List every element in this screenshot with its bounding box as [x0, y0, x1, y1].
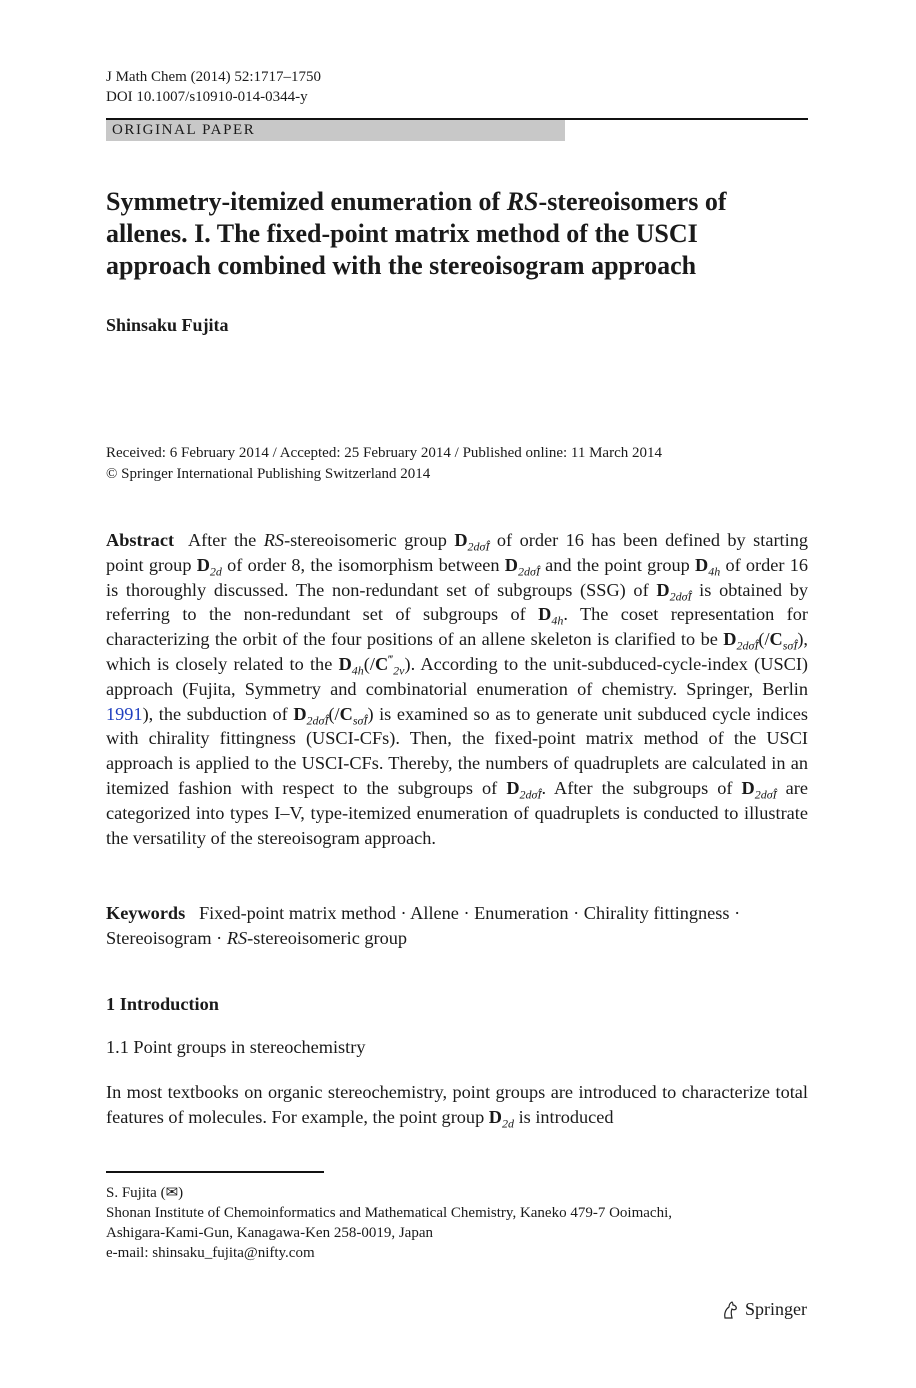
group-subscript: 2dσ̃Î: [754, 787, 777, 802]
section-heading: 1 Introduction: [106, 994, 219, 1014]
title-rs: RS: [506, 187, 539, 216]
group-symbol: D: [506, 777, 520, 798]
group-symbol: D: [656, 579, 670, 600]
group-symbol: D: [741, 777, 755, 798]
abstract-text: . After the subgroups of: [541, 777, 742, 798]
reference-link[interactable]: 1991: [106, 703, 143, 724]
group-symbol: D: [695, 554, 709, 575]
group-subscript: 4h: [708, 564, 721, 579]
abstract-text: are categorized into types I–V, type-itemized enumeration of quadruplets is conducted to illustrate the versatility of the stereoisogram approach.: [106, 777, 808, 848]
keywords-rs: RS: [226, 928, 248, 948]
intro-text: In most textbooks on organic stereochemistry, point groups are introduced to characterize total features of molecules. For example, the point group: [106, 1082, 808, 1127]
group-subscript: 2dσ̃Î: [736, 638, 759, 653]
group-symbol: C: [339, 703, 353, 724]
abstract-text: is obtained by referring to the non-redundant set of subgroups of: [106, 579, 808, 625]
group-subscript: 2dσ̃Î: [467, 539, 490, 554]
subsection-heading: 1.1 Point groups in stereochemistry: [106, 1037, 366, 1057]
abstract-rs: RS: [263, 530, 285, 550]
group-subscript: 2d: [502, 1116, 514, 1131]
group-subscript: 2dσ̃Î: [669, 589, 692, 604]
group-subscript: 2dσ̃Î: [517, 564, 540, 579]
group-subscript: 2dσ̃Î: [519, 787, 542, 802]
author-footnote: [106, 1183, 808, 1263]
publication-dates: [106, 443, 808, 485]
footnote-address-2: Ashigara-Kami-Gun, Kanagawa-Ken 258-0019, Japan: [106, 1225, 433, 1241]
group-symbol: D: [293, 703, 307, 724]
group-symbol: D: [723, 629, 737, 650]
journal-citation: [106, 67, 321, 107]
abstract-text: -stereoisomeric group: [284, 530, 455, 550]
publisher-logo: [721, 1299, 807, 1320]
group-symbol: C: [374, 653, 389, 674]
title-text-1: Symmetry-itemized enumeration of: [106, 187, 507, 216]
abstract-text: and the point group: [539, 554, 696, 575]
paper-title: [106, 186, 808, 282]
group-subscript: 2d: [209, 564, 222, 579]
publisher-name: Springer: [745, 1299, 807, 1319]
keywords-text: -stereoisomeric group: [247, 928, 408, 948]
group-symbol: D: [454, 530, 468, 550]
footnote-name: S. Fujita (✉): [106, 1185, 184, 1201]
footnote-rule: [106, 1171, 324, 1173]
group-subscript: 2dσ̃Î: [306, 713, 329, 728]
group-symbol: D: [504, 554, 518, 575]
abstract-text: of order 16 is thoroughly discussed. The non-redundant set of subgroups (SSG) of: [106, 554, 808, 600]
keywords-text: Fixed-point matrix method · Allene · Enumeration · Chirality fittingness · Stereoisogram ·: [106, 903, 741, 948]
keywords-label: Keywords: [106, 903, 186, 923]
abstract-text: ). According to the unit-subduced-cycle-index (USCI) approach (Fujita, Symmetry and combinatorial enumeration of chemistry. Springer, Berlin: [106, 653, 808, 699]
springer-horse-icon: [721, 1300, 739, 1320]
dates-line: Received: 6 February 2014 / Accepted: 25 February 2014 / Published online: 11 March 2014: [106, 445, 662, 461]
group-subscript: 2v: [393, 663, 405, 678]
intro-paragraph: [106, 1080, 808, 1130]
group-subscript: sσ̃Î: [352, 713, 368, 728]
group-symbol: D: [196, 554, 210, 575]
abstract-text: of order 8, the isomorphism between: [221, 554, 505, 575]
group-superscript: ‴: [388, 651, 394, 666]
doi-line[interactable]: DOI 10.1007/s10910-014-0344-y: [106, 89, 308, 105]
footnote-address-1: Shonan Institute of Chemoinformatics and Mathematical Chemistry, Kaneko 479-7 Ooimachi,: [106, 1205, 672, 1221]
abstract-text: After the: [187, 530, 264, 550]
abstract-text: of order 16 has been defined by starting point group: [106, 530, 808, 575]
abstract-text: ) is examined so as to generate unit subduced cycle indices with chirality fittingness (USCI-CFs). Then, the fixed-point matrix method of the USCI approach is applied to the USCI-CFs. Thereby, the numbers of quadruplets are calculated in an itemized fashion with respect to the subgroups of: [106, 703, 809, 798]
abstract-paragraph: Abstract After the RS-stereoisomeric group $D_{2d\sigmãÎ}$ of order 16 has been defined by starting point group $D_{2d}$ of order 8, the isomorphism between $D_{2d\sigmãÎ}$ and the point group $D_{4h}$ of order 16 is thoroughly discussed. The non-redundant set of subgroups (SSG) of $D_{2d\sigmãÎ}$ is obtained by referring to the non-redundant set of subgroups of $D_{4h}$. The coset representation for characterizing the orbit of the four positions of an allene skeleton is clarified to be $D_{2d\sigmãÎ}(/C_{s\sigmãÎ})$, which is closely related to the $D_{4h}(/C^‴_{2v})$. According to the unit-subduced-cycle-index (USCI) approach (Fujita, Symmetry and combinatorial enumeration of chemistry. Springer, Berlin 1991), the subduction of $D_{2d\sigmãÎ}(/C_{s\sigmãÎ})$ is examined so as to generate unit subduced cycle indices with chirality fittingness (USCI-CFs). Then, the fixed-point matrix method of the USCI approach is applied to the USCI-CFs. Thereby, the numbers of quadruplets are calculated in an itemized fashion with respect to the subgroups of $D_{2d\sigmãÎ}$. After the subgroups of $D_{2d\sigmãÎ}$ are categorized into types I–V, type-itemized enumeration of quadruplets is conducted to illustrate the versatility of the stereoisogram approach.: [106, 530, 809, 848]
group-subscript: 4h: [551, 614, 564, 629]
group-subscript: 4h: [351, 663, 364, 678]
group-symbol: D: [338, 653, 352, 674]
group-symbol: D: [538, 604, 552, 625]
abstract-label: Abstract: [106, 530, 175, 550]
abstract-text: . The coset representation for characterizing the orbit of the four positions of an allene skeleton is clarified to be: [106, 604, 808, 650]
keywords: [106, 901, 808, 951]
intro-text: is introduced: [514, 1107, 614, 1127]
journal-line: J Math Chem (2014) 52:1717–1750: [106, 69, 321, 85]
group-symbol: D: [488, 1107, 502, 1127]
copyright-line: © Springer International Publishing Switzerland 2014: [106, 466, 431, 482]
footnote-email[interactable]: e-mail: shinsaku_fujita@nifty.com: [106, 1245, 315, 1261]
title-text-2: -stereoisomers of allenes. I. The fixed-point matrix method of the USCI approach combined with the stereoisogram approach: [106, 187, 727, 280]
author-name: Shinsaku Fujita: [106, 315, 229, 335]
abstract-text: ), the subduction of: [142, 703, 294, 724]
abstract-text: ), which is closely related to the: [106, 629, 808, 674]
group-subscript: sσ̃Î: [782, 638, 798, 653]
group-symbol: C: [769, 629, 783, 650]
category-band: ORIGINAL PAPER: [106, 120, 565, 141]
